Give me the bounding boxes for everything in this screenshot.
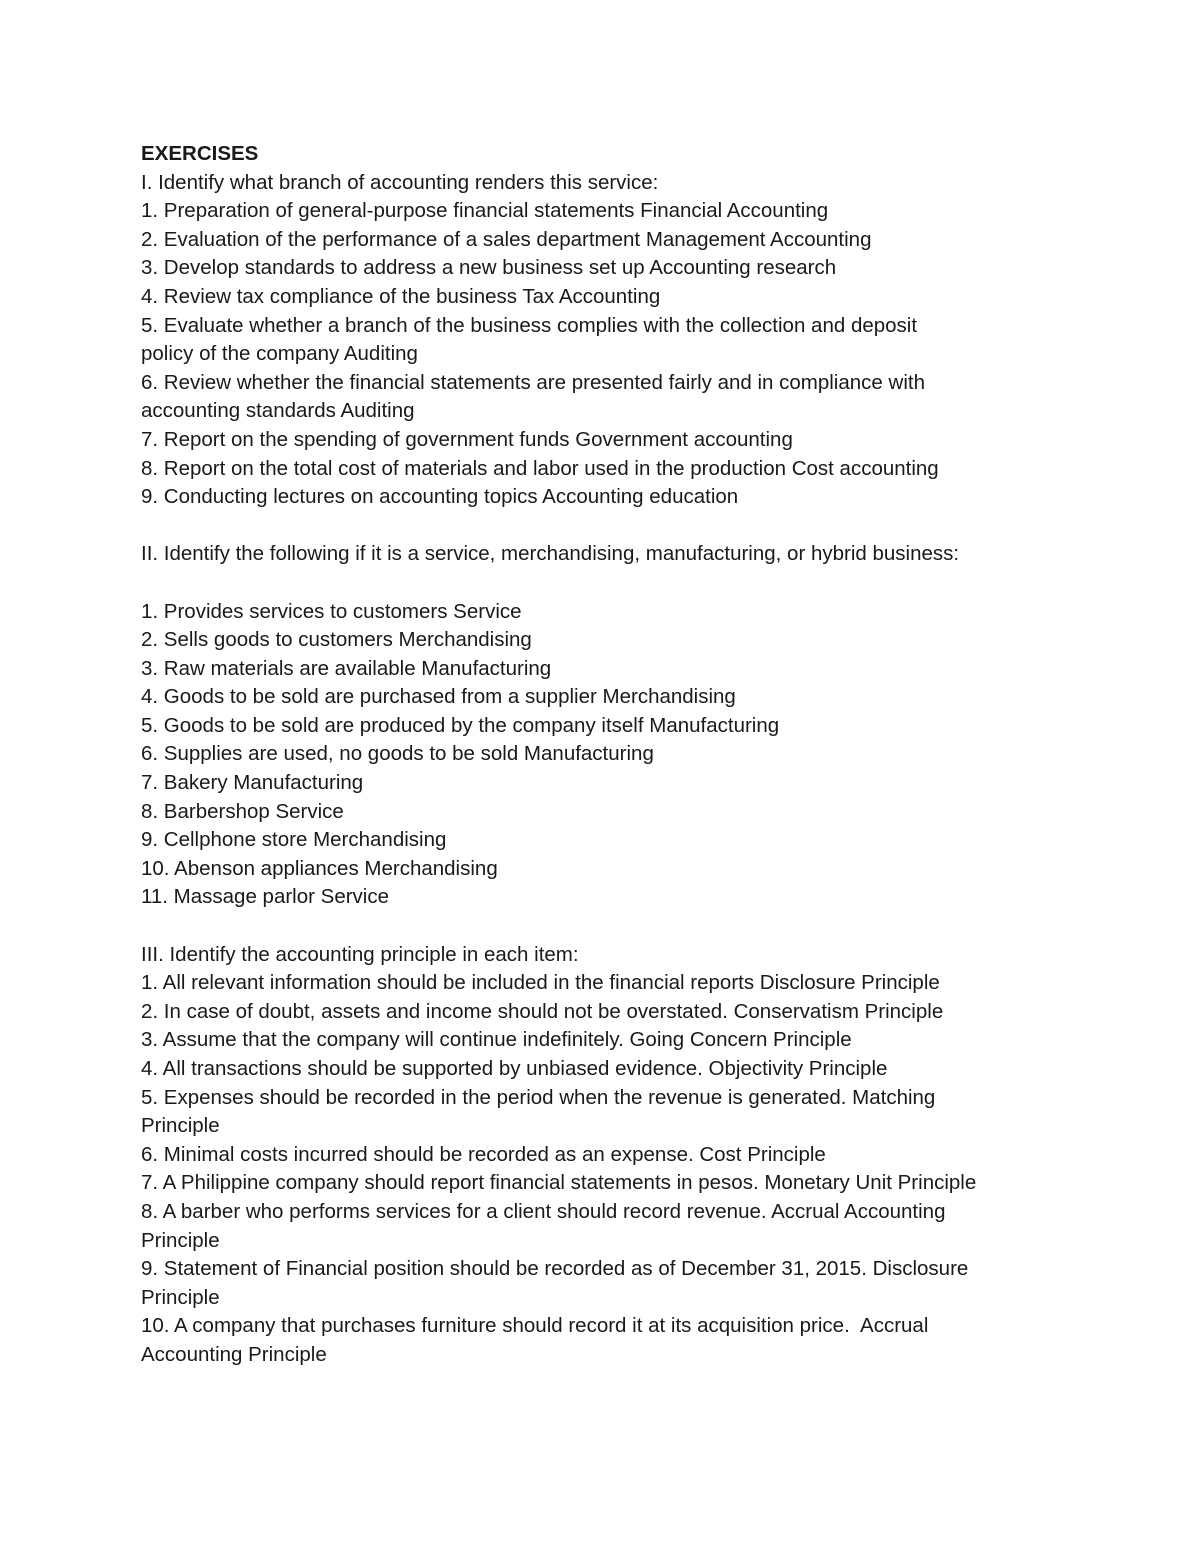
section-3-item: 5. Expenses should be recorded in the period when the revenue is generated. Matching — [141, 1085, 936, 1109]
section-3-item: 1. All relevant information should be included in the financial reports Disclosure Principle — [141, 971, 940, 995]
section-2-item: 8. Barbershop Service — [141, 799, 344, 823]
section-3-item: 2. In case of doubt, assets and income should not be overstated. Conservatism Principle — [141, 999, 944, 1023]
section-3-item: 7. A Philippine company should report financial statements in pesos. Monetary Unit Principle — [141, 1171, 977, 1195]
spacer — [141, 569, 1041, 598]
section-1-item: 5. Evaluate whether a branch of the business complies with the collection and deposit — [141, 313, 918, 337]
spacer — [141, 512, 1041, 541]
section-3-item: Principle — [141, 1228, 220, 1252]
section-2-item: 10. Abenson appliances Merchandising — [141, 856, 498, 880]
section-1-item: 3. Develop standards to address a new business set up Accounting research — [141, 256, 837, 280]
section-1-heading: I. Identify what branch of accounting renders this service: — [141, 170, 659, 194]
section-1-item: 8. Report on the total cost of materials and labor used in the production Cost accounting — [141, 456, 939, 480]
section-3-item: Accounting Principle — [141, 1342, 327, 1366]
document-page — [141, 140, 1041, 1370]
spacer — [141, 912, 1041, 941]
section-3-item: 4. All transactions should be supported by unbiased evidence. Objectivity Principle — [141, 1057, 888, 1080]
section-1-item: policy of the company Auditing — [141, 342, 418, 366]
section-2-item: 2. Sells goods to customers Merchandising — [141, 628, 532, 652]
section-2-item: 6. Supplies are used, no goods to be sold Manufacturing — [141, 742, 654, 766]
section-1-item: 1. Preparation of general-purpose financial statements Financial Accounting — [141, 199, 829, 223]
section-3-item: Principle — [141, 1114, 220, 1138]
section-1-item: 4. Review tax compliance of the business Tax Accounting — [141, 284, 661, 308]
section-2-item: 4. Goods to be sold are purchased from a supplier Merchandising — [141, 685, 736, 709]
section-2-item: 7. Bakery Manufacturing — [141, 771, 364, 795]
document-title: EXERCISES — [141, 142, 259, 165]
section-3-item: 10. A company that purchases furniture should record it at its acquisition price. Accrual — [141, 1314, 929, 1338]
section-1-item: 6. Review whether the financial statements are presented fairly and in compliance with — [141, 370, 925, 394]
section-2-item: 9. Cellphone store Merchandising — [141, 828, 447, 852]
section-3-item: Principle — [141, 1285, 220, 1309]
section-2-item: 5. Goods to be sold are produced by the company itself Manufacturing — [141, 713, 780, 737]
section-1-item: 9. Conducting lectures on accounting topics Accounting education — [141, 485, 739, 509]
section-2-item: 1. Provides services to customers Service — [141, 599, 522, 623]
section-2-heading: II. Identify the following if it is a service, merchandising, manufacturing, or hybrid business: — [141, 542, 960, 566]
section-1-item: 2. Evaluation of the performance of a sales department Management Accounting — [141, 227, 872, 251]
section-1-item: 7. Report on the spending of government funds Government accounting — [141, 427, 793, 451]
section-3-heading: III. Identify the accounting principle in each item: — [141, 942, 579, 966]
section-2-item: 3. Raw materials are available Manufacturing — [141, 656, 552, 680]
section-1-item: accounting standards Auditing — [141, 399, 415, 423]
section-3-item: 8. A barber who performs services for a client should record revenue. Accrual Accounting — [141, 1199, 946, 1223]
section-3-item: 6. Minimal costs incurred should be recorded as an expense. Cost Principle — [141, 1142, 826, 1166]
section-3-item: 3. Assume that the company will continue indefinitely. Going Concern Principle — [141, 1028, 852, 1052]
section-3-item: 9. Statement of Financial position should be recorded as of December 31, 2015. Disclosure — [141, 1257, 969, 1281]
section-2-item: 11. Massage parlor Service — [141, 885, 390, 909]
